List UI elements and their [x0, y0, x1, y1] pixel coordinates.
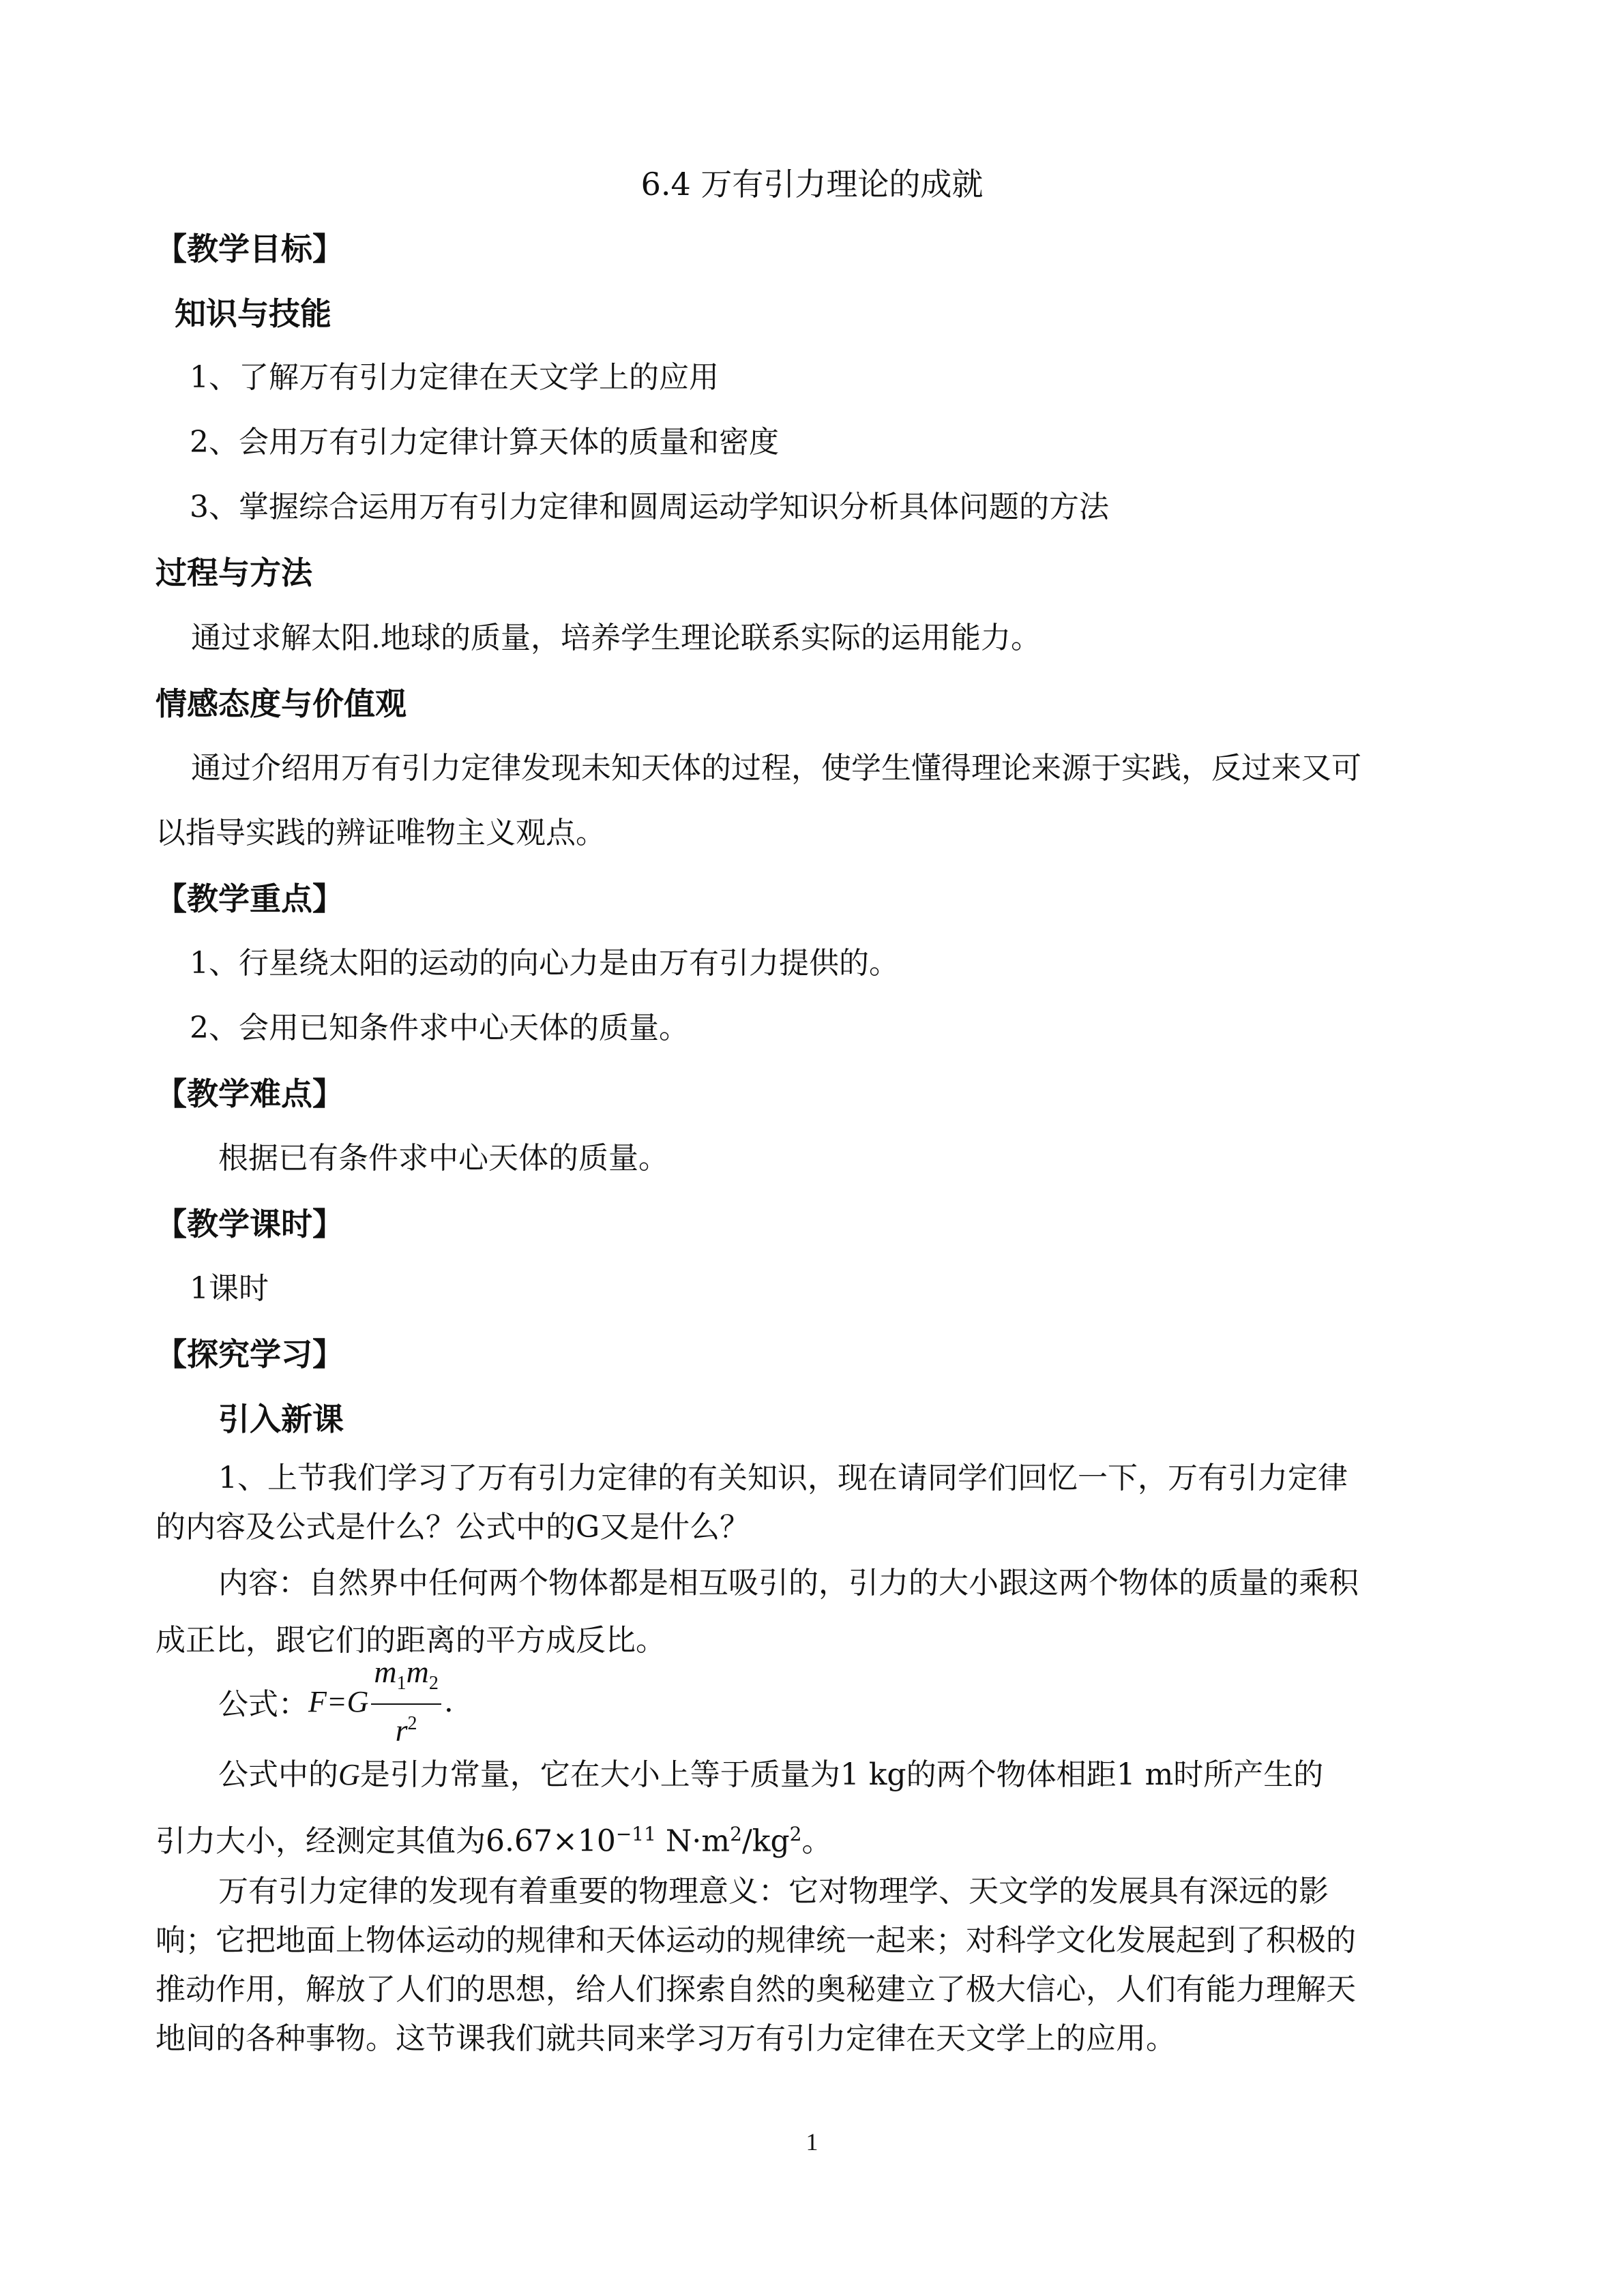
heading-objectives: 【教学目标】	[156, 230, 344, 267]
formula-end: .	[443, 1684, 454, 1719]
knowledge-item: 2、会用万有引力定律计算天体的质量和密度	[190, 425, 779, 460]
knowledge-item: 1、了解万有引力定律在天文学上的应用	[190, 360, 719, 395]
heading-difficult-points: 【教学难点】	[156, 1075, 344, 1112]
attitude-text-line: 以指导实践的辨证唯物主义观点。	[156, 816, 606, 850]
meaning-line: 万有引力定律的发现有着重要的物理意义：它对物理学、天文学的发展具有深远的影	[218, 1874, 1329, 1909]
heading-explore: 【探究学习】	[156, 1336, 344, 1373]
difficult-text: 根据已有条件求中心天体的质量。	[218, 1141, 668, 1176]
subheading-attitude: 情感态度与价值观	[156, 685, 407, 722]
content-line: 内容：自然界中任何两个物体都是相互吸引的，引力的大小跟这两个物体的质量的乘积	[218, 1566, 1359, 1600]
attitude-text-line: 通过介绍用万有引力定律发现未知天体的过程，使学生懂得理论来源于实践，反过来又可	[191, 751, 1361, 786]
subheading-intro: 引入新课	[218, 1401, 344, 1437]
subheading-knowledge: 知识与技能	[175, 295, 331, 332]
key-item: 1、行星绕太阳的运动的向心力是由万有引力提供的。	[190, 946, 899, 981]
g-constant-line: 公式中的G是引力常量，它在大小上等于质量为1 kg的两个物体相距1 m时所产生的	[218, 1757, 1324, 1792]
content-line: 成正比，跟它们的距离的平方成反比。	[156, 1623, 666, 1658]
process-text: 通过求解太阳.地球的质量，培养学生理论联系实际的运用能力。	[191, 621, 1041, 655]
heading-key-points: 【教学重点】	[156, 880, 344, 917]
page-title: 6.4 万有引力理论的成就	[640, 166, 984, 203]
intro-question-line: 1、上节我们学习了万有引力定律的有关知识，现在请同学们回忆一下，万有引力定律	[218, 1461, 1348, 1495]
meaning-line: 地间的各种事物。这节课我们就共同来学习万有引力定律在天文学上的应用。	[156, 2021, 1176, 2056]
heading-class-hours: 【教学课时】	[156, 1206, 344, 1242]
formula-fraction	[371, 1654, 441, 1750]
subheading-process: 过程与方法	[156, 554, 312, 591]
intro-question-line: 的内容及公式是什么？公式中的G又是什么？	[156, 1510, 750, 1545]
g-value-line: 引力大小，经测定其值为$6.67\times 10^{-11}$ $N\cdot m^2/kg^2$。	[156, 1823, 832, 1859]
page-number: 1	[806, 2128, 818, 2156]
hours-text: 1课时	[190, 1271, 269, 1306]
key-item: 2、会用已知条件求中心天体的质量。	[190, 1011, 689, 1045]
formula-lhs: F=G	[308, 1684, 369, 1718]
meaning-line: 响；它把地面上物体运动的规律和天体运动的规律统一起来；对科学文化发展起到了积极的	[156, 1923, 1356, 1958]
knowledge-item: 3、掌握综合运用万有引力定律和圆周运动学知识分析具体问题的方法	[190, 490, 1109, 524]
formula-denominator: $r^2$	[395, 1712, 417, 1748]
formula-label: 公式：	[218, 1687, 308, 1722]
gravitation-formula	[218, 1654, 454, 1748]
formula-numerator: $m_1m_2$	[371, 1654, 441, 1705]
meaning-line: 推动作用，解放了人们的思想，给人们探索自然的奥秘建立了极大信心，人们有能力理解天	[156, 1972, 1356, 2007]
